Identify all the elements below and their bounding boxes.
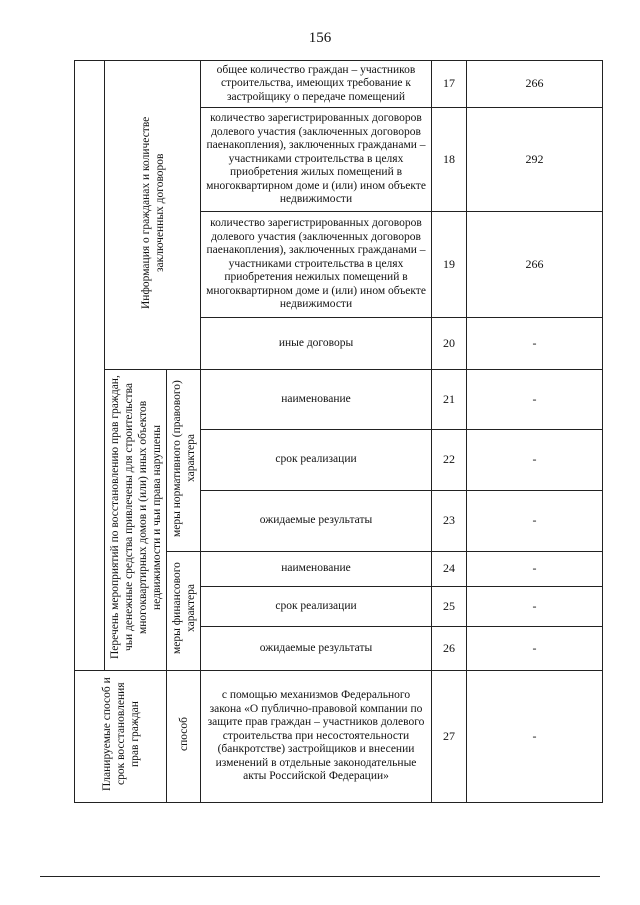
blank-left-cell <box>75 61 105 671</box>
row-number: 18 <box>432 108 467 212</box>
section-measures-label: Перечень мероприятий по восстановлению прав граждан, чьи денежные средства привлечены для строительства многоквартирных домов и (или) иных объектов недвижимости и чьи права нарушены <box>108 375 163 660</box>
table-row <box>75 370 603 430</box>
row-number: 26 <box>432 627 467 671</box>
row-value: - <box>467 491 603 552</box>
row-value: 266 <box>467 212 603 318</box>
row-desc: с помощью механизмов Федерального закона «О публично-правовой компании по защите прав граждан – участников долевого строительства при несостоятельности (банкротстве) застройщиков и внесении изменений в отдельные законодательные акты Российской Федерации» <box>201 671 432 803</box>
row-number: 24 <box>432 552 467 587</box>
table-row <box>75 671 603 803</box>
row-desc: количество зарегистрированных договоров долевого участия (заключенных договоров паенакопления), заключенных гражданами – участниками строительства в целях приобретения жилых помещений в многоквартирном доме и (или) ином объекте недвижимости <box>201 108 432 212</box>
table-row <box>75 61 603 108</box>
sub-financial-label: меры финансового характера <box>170 562 197 655</box>
sub-method-label: способ <box>177 717 190 752</box>
row-number: 20 <box>432 318 467 370</box>
section-contracts-label: Информация о гражданах и количестве заключенных договоров <box>139 116 166 309</box>
section-plan-label: Планируемые способ и срок восстановления прав граждан <box>100 677 141 792</box>
sub-method-header <box>167 671 201 803</box>
row-number: 23 <box>432 491 467 552</box>
sub-financial-header <box>167 552 201 671</box>
row-number: 27 <box>432 671 467 803</box>
project-declaration-table <box>74 60 603 803</box>
page-number: 156 <box>308 30 332 46</box>
row-value: - <box>467 671 603 803</box>
row-desc: срок реализации <box>201 587 432 627</box>
row-desc: количество зарегистрированных договоров долевого участия (заключенных договоров паенакопления), заключенных гражданами – участниками строительства в целях приобретения нежилых помещений в многоквартирном доме и (или) ином объекте недвижимости <box>201 212 432 318</box>
row-desc: общее количество граждан – участников строительства, имеющих требование к застройщику о передаче помещений <box>201 61 432 108</box>
row-value: - <box>467 552 603 587</box>
section-plan-header <box>75 671 167 803</box>
row-number: 25 <box>432 587 467 627</box>
row-number: 22 <box>432 430 467 491</box>
row-desc: ожидаемые результаты <box>201 491 432 552</box>
row-desc: иные договоры <box>201 318 432 370</box>
row-value: - <box>467 587 603 627</box>
row-desc: срок реализации <box>201 430 432 491</box>
row-number: 21 <box>432 370 467 430</box>
row-value: 292 <box>467 108 603 212</box>
row-value: - <box>467 370 603 430</box>
section-contracts-header <box>105 61 201 370</box>
row-desc: наименование <box>201 552 432 587</box>
row-value: 266 <box>467 61 603 108</box>
sub-normative-label: меры нормативного (правового) характера <box>170 379 197 537</box>
row-desc: ожидаемые результаты <box>201 627 432 671</box>
row-desc: наименование <box>201 370 432 430</box>
section-measures-header <box>105 370 167 671</box>
sub-normative-header <box>167 370 201 552</box>
row-value: - <box>467 430 603 491</box>
bottom-divider <box>40 876 600 877</box>
row-number: 19 <box>432 212 467 318</box>
row-value: - <box>467 627 603 671</box>
row-number: 17 <box>432 61 467 108</box>
row-value: - <box>467 318 603 370</box>
